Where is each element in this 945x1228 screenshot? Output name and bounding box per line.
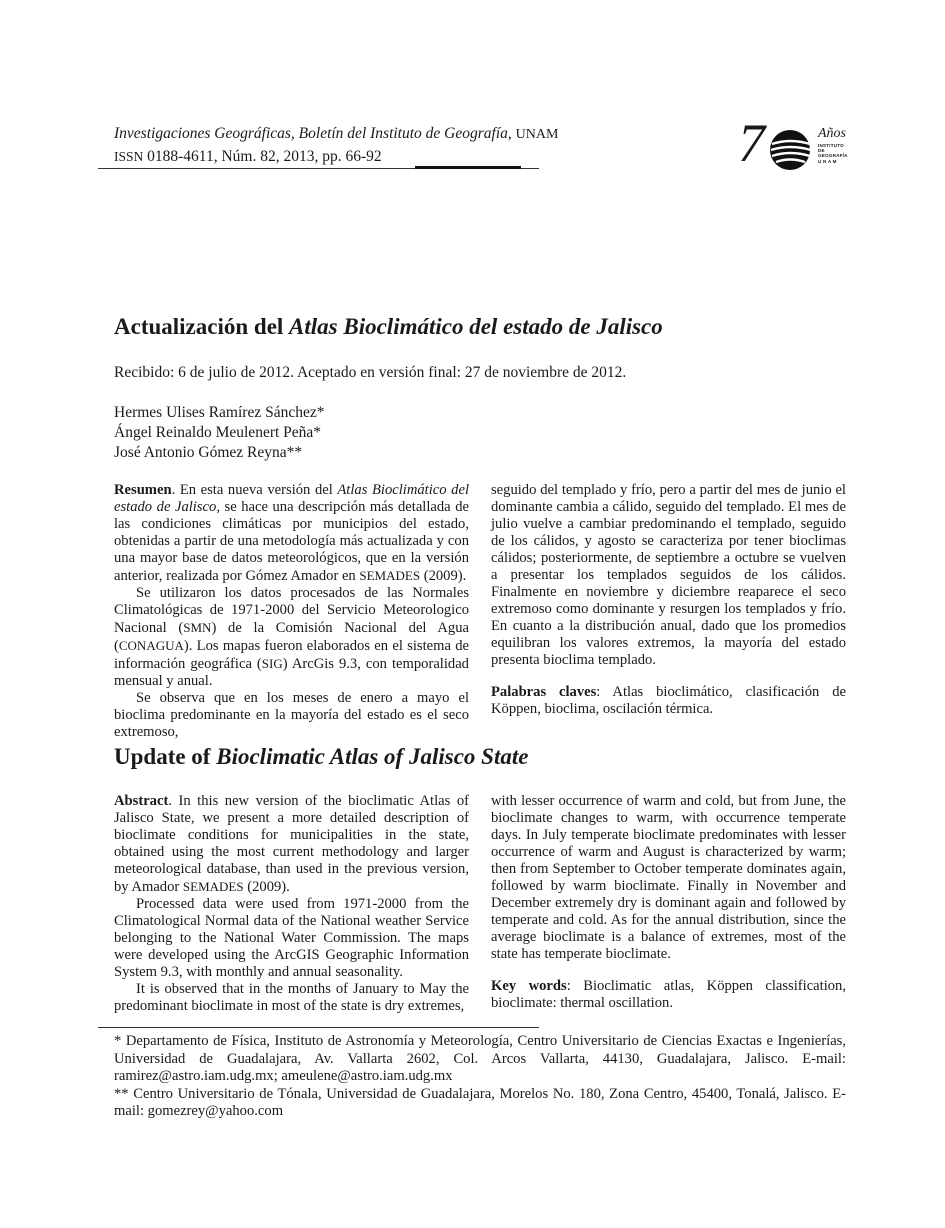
abstract-text: (2009).: [243, 879, 290, 895]
resumen-continuation: seguido del templado y frío, pero a partir del mes de junio el dominante cambia a cálido, seguido del templado. El mes de julio vuelve a cambiar predominando el templado, seguido de los cálidos, y agosto se caracteriza por tener bioclimas cálidos; posteriormente, de septiembre a octubre se vuelven a presentar los templados seguidos de los cálidos. Finalmente en noviembre y diciembre reaparece el seco extremoso como dominante y resurgen los templados y frío. En cuanto a la distribución anual, dado que los promedios equilibran los valores extremos, la mayoría del estado presenta bioclima templado.: [491, 482, 846, 668]
spanish-title-italic: Atlas Bioclimático del estado de Jalisco: [289, 314, 663, 339]
resumen-text: . En esta nueva versión del: [171, 482, 338, 498]
footnotes: [114, 1033, 846, 1121]
resumen-text: , se hace una descripción más detallada de las condiciones climáticas por municipios del estado, obtenidas a partir de una metodología más actualizada y con una mayor base de datos meteorológicos, que en la versión anterior, realizada por Gómez Amador en: [114, 499, 469, 584]
footnote-rule: [98, 1027, 539, 1028]
resumen-semades: SEMADES: [359, 568, 421, 583]
resumen-smn: SMN: [183, 620, 212, 635]
footnote-2: ** Centro Universitario de Tónala, Universidad de Guadalajara, Morelos No. 180, Zona Centro, 45400, Tonalá, Jalisco. E-mail: gomezrey@yahoo.com: [114, 1085, 846, 1119]
abstract-paragraph-3: It is observed that in the months of January to May the predominant bioclimate in most of the state is dry extremes,: [114, 981, 469, 1014]
key-words-text: : Bioclimatic atlas, Köppen classification, bioclimate: thermal oscillation.: [491, 978, 846, 1011]
issn-label: ISSN: [114, 149, 144, 164]
resumen-column-left: [114, 482, 469, 741]
footnote-1: * Departamento de Física, Instituto de Astronomía y Meteorología, Centro Universitario de Ciencias Exactas e Ingenierías, Universidad de Guadalajara, Av. Vallarta 2602, Col. Arcos Vallarta, 44130, Guadalajara, Jalisco. E-mail: ramirez@astro.iam.udg.mx; ameulene@astro.iam.udg.mx: [114, 1033, 846, 1084]
resumen-conagua: CONAGUA: [118, 638, 184, 653]
resumen-label: Resumen: [114, 482, 172, 498]
received-dates: Recibido: 6 de julio de 2012. Aceptado en versión final: 27 de noviembre de 2012.: [114, 364, 627, 381]
logo-institute-line: U N A M: [818, 158, 837, 164]
issue-info: 0188-4611, Núm. 82, 2013, pp. 66-92: [147, 148, 382, 165]
resumen-paragraph-3: Se observa que en los meses de enero a mayo el bioclima predominante en la mayoría del estado es el seco extremoso,: [114, 690, 469, 740]
logo-word: Años: [818, 126, 846, 141]
abstract-continuation: with lesser occurrence of warm and cold, but from June, the bioclimate changes to warm, with occurrence temperate days. In July temperate bioclimate predominates with lesser occurrence of warm and August is characterized by warm; then from September to October temperate dominates again, followed by warm bioclimate. Finally in November and December extremely dry is dominant again and followed by temperate and cold. As for the annual distribution, since the average bioclimate is a balance of extremes, most of the state has temperate bioclimate.: [491, 793, 846, 962]
spanish-title: [114, 314, 663, 340]
journal-title-text: Investigaciones Geográficas, Boletín del Instituto de Geografía,: [114, 125, 512, 142]
english-title-italic: Bioclimatic Atlas of Jalisco State: [216, 744, 529, 769]
anniversary-logo: [738, 113, 850, 176]
resumen-sig: SIG: [261, 656, 283, 671]
logo-institute-line: GEOGRAFÍA: [818, 153, 848, 159]
logo-institute: [818, 143, 850, 164]
logo-institute-line: INSTITUTO DE: [818, 143, 844, 154]
resumen-column-right: [491, 482, 846, 718]
key-words-label: Key words: [491, 978, 567, 994]
spanish-title-plain: Actualización del: [114, 314, 290, 339]
resumen-text: ) de la Comisión Nacional del Agua (: [114, 620, 469, 654]
resumen-atlas-title: Atlas Bioclimático del estado de Jalisco: [114, 482, 469, 515]
english-title-plain: Update of: [114, 744, 217, 769]
abstract-paragraph-2: Processed data were used from 1971-2000 from the Climatological Normal data of the National weather Service belonging to the National Water Commission. The maps were developed using the ArcGIS Geographic Information System 9.3, with monthly and annual seasonality.: [114, 896, 469, 980]
palabras-claves-text: : Atlas bioclimático, clasificación de Köppen, bioclima, oscilación térmica.: [491, 684, 846, 717]
abstract-column-left: [114, 793, 469, 1015]
abstract-text: . In this new version of the bioclimatic Atlas of Jalisco State, we present a more detailed description of bioclimate conditions for municipalities in the state, obtained using the most current methodology and larger meteorological database, than used in the previous version, by Amador: [114, 793, 469, 895]
abstract-column-right: [491, 793, 846, 1012]
issn-line: [114, 148, 382, 166]
abstract-semades: SEMADES: [182, 879, 244, 894]
abstract-label: Abstract: [114, 793, 169, 809]
author-3: José Antonio Gómez Reyna**: [114, 444, 303, 461]
journal-name: [114, 125, 558, 143]
resumen-text: (2009).: [420, 568, 467, 584]
palabras-claves-label: Palabras claves: [491, 684, 597, 700]
logo-number: 7: [738, 113, 765, 173]
logo-globe-icon: [768, 128, 816, 172]
english-title: [114, 744, 528, 770]
author-1: Hermes Ulises Ramírez Sánchez*: [114, 404, 325, 421]
resumen-text: ). Los mapas fueron elaborados en el sistema de información geográfica (: [114, 638, 469, 672]
resumen-text: Se utilizaron los datos procesados de las Normales Climatológicas de 1971-2000 del Servicio Meteorologico Nacional (: [114, 585, 469, 636]
key-words: [491, 978, 846, 1012]
palabras-claves: [491, 684, 846, 718]
journal-unam: UNAM: [515, 127, 559, 142]
author-2: Ángel Reinaldo Meulenert Peña*: [114, 424, 322, 441]
header-rule-accent: [415, 166, 521, 169]
resumen-text: ) ArcGis 9.3, con temporalidad mensual y anual.: [114, 656, 469, 689]
